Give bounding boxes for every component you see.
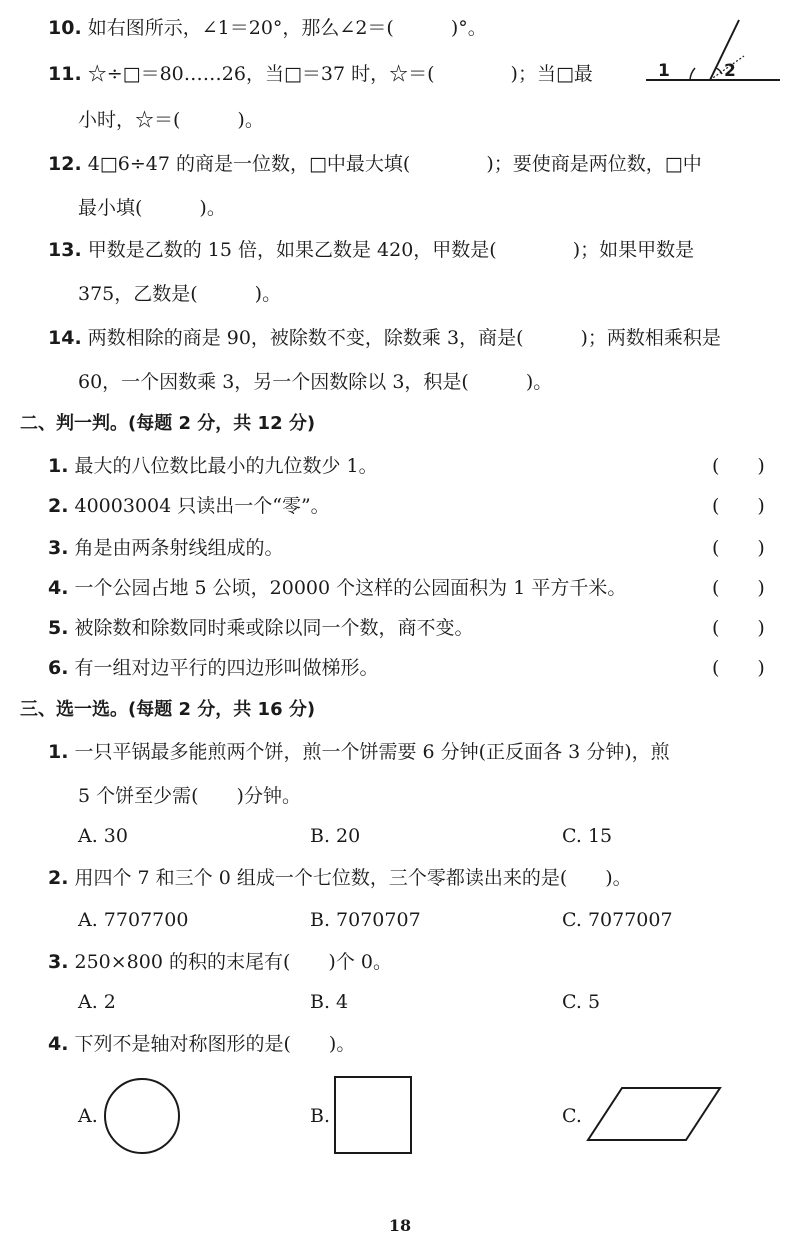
question-text: 用四个 7 和三个 0 组成一个七位数，三个零都读出来的是( )。	[74, 867, 632, 889]
question-text: 两数相除的商是 90，被除数不变，除数乘 3，商是( )；两数相乘积是	[87, 327, 721, 349]
question-13-line1	[48, 238, 694, 262]
question-text: 如右图所示，∠1＝20°，那么∠2＝( )°。	[87, 17, 487, 39]
circle-icon[interactable]	[102, 1076, 182, 1156]
question-text: 一只平锅最多能煎两个饼，煎一个饼需要 6 分钟(正反面各 3 分钟)，煎	[74, 741, 670, 763]
question-number: 10.	[48, 17, 82, 39]
option-a[interactable]: A.	[78, 1105, 98, 1127]
option-c[interactable]: C.	[562, 1105, 582, 1127]
option-c[interactable]: C. 15	[562, 825, 613, 847]
question-12-line2: 最小填( )。	[78, 197, 226, 219]
angle-figure	[640, 18, 785, 88]
choice-question-2	[48, 866, 632, 890]
item-text: 最大的八位数比最小的九位数少 1。	[74, 455, 378, 477]
question-number: 11.	[48, 63, 82, 85]
section-2-heading: 二、判一判。(每题 2 分，共 12 分)	[20, 413, 316, 434]
section-3-heading: 三、选一选。(每题 2 分，共 16 分)	[20, 699, 316, 720]
question-number: 13.	[48, 239, 82, 261]
question-number: 14.	[48, 327, 82, 349]
item-number: 3.	[48, 537, 69, 559]
answer-paren[interactable]: ( )	[712, 617, 765, 639]
item-text: 被除数和除数同时乘或除以同一个数，商不变。	[74, 617, 474, 639]
judge-item-5	[48, 616, 474, 640]
question-14-line2: 60，一个因数乘 3，另一个因数除以 3，积是( )。	[78, 371, 553, 393]
question-14-line1	[48, 326, 721, 350]
answer-paren[interactable]: ( )	[712, 495, 765, 517]
angle-arc-1	[690, 68, 695, 80]
question-number: 1.	[48, 741, 69, 763]
question-number: 2.	[48, 867, 69, 889]
answer-paren[interactable]: ( )	[712, 455, 765, 477]
angle-label-1: 1	[658, 61, 670, 81]
question-10	[48, 16, 487, 40]
question-11-line2: 小时，☆＝( )。	[78, 109, 264, 131]
item-number: 6.	[48, 657, 69, 679]
judge-item-1	[48, 454, 378, 478]
judge-item-2	[48, 494, 330, 518]
option-b[interactable]: B. 7070707	[310, 909, 421, 931]
question-number: 4.	[48, 1033, 69, 1055]
question-text: 甲数是乙数的 15 倍，如果乙数是 420，甲数是( )；如果甲数是	[87, 239, 695, 261]
question-12-line1	[48, 152, 702, 176]
item-text: 40003004 只读出一个“零”。	[74, 495, 330, 517]
item-number: 1.	[48, 455, 69, 477]
item-number: 4.	[48, 577, 69, 599]
question-11-line1	[48, 62, 593, 86]
question-text: ☆÷□＝80……26，当□＝37 时，☆＝( )；当□最	[87, 63, 593, 85]
option-b[interactable]: B.	[310, 1105, 331, 1127]
parallelogram-icon[interactable]	[586, 1086, 722, 1142]
item-text: 有一组对边平行的四边形叫做梯形。	[74, 657, 379, 679]
answer-paren[interactable]: ( )	[712, 577, 765, 599]
question-number: 3.	[48, 951, 69, 973]
judge-item-4	[48, 576, 626, 600]
option-b[interactable]: B. 4	[310, 991, 349, 1013]
judge-item-3	[48, 536, 284, 560]
choice-question-4	[48, 1032, 355, 1056]
angle-arc-2	[716, 68, 722, 74]
choice-question-1-line1	[48, 740, 670, 764]
page-number: 18	[388, 1216, 412, 1235]
judge-item-6	[48, 656, 379, 680]
angle-label-2: 2	[724, 61, 736, 81]
question-number: 12.	[48, 153, 82, 175]
question-text: 4□6÷47 的商是一位数，□中最大填( )；要使商是两位数，□中	[87, 153, 702, 175]
option-c[interactable]: C. 7077007	[562, 909, 673, 931]
question-text: 下列不是轴对称图形的是( )。	[74, 1033, 356, 1055]
option-b[interactable]: B. 20	[310, 825, 361, 847]
question-text: 250×800 的积的末尾有( )个 0。	[74, 951, 392, 973]
question-13-line2: 375，乙数是( )。	[78, 283, 282, 305]
item-text: 角是由两条射线组成的。	[74, 537, 284, 559]
item-text: 一个公园占地 5 公顷，20000 个这样的公园面积为 1 平方千米。	[74, 577, 627, 599]
choice-question-1-line2: 5 个饼至少需( )分钟。	[78, 785, 301, 807]
option-a[interactable]: A. 30	[78, 825, 128, 847]
option-c[interactable]: C. 5	[562, 991, 601, 1013]
option-a[interactable]: A. 2	[78, 991, 116, 1013]
item-number: 5.	[48, 617, 69, 639]
choice-question-3	[48, 950, 392, 974]
item-number: 2.	[48, 495, 69, 517]
answer-paren[interactable]: ( )	[712, 537, 765, 559]
answer-paren[interactable]: ( )	[712, 657, 765, 679]
square-icon[interactable]	[334, 1076, 412, 1154]
option-a[interactable]: A. 7707700	[78, 909, 189, 931]
